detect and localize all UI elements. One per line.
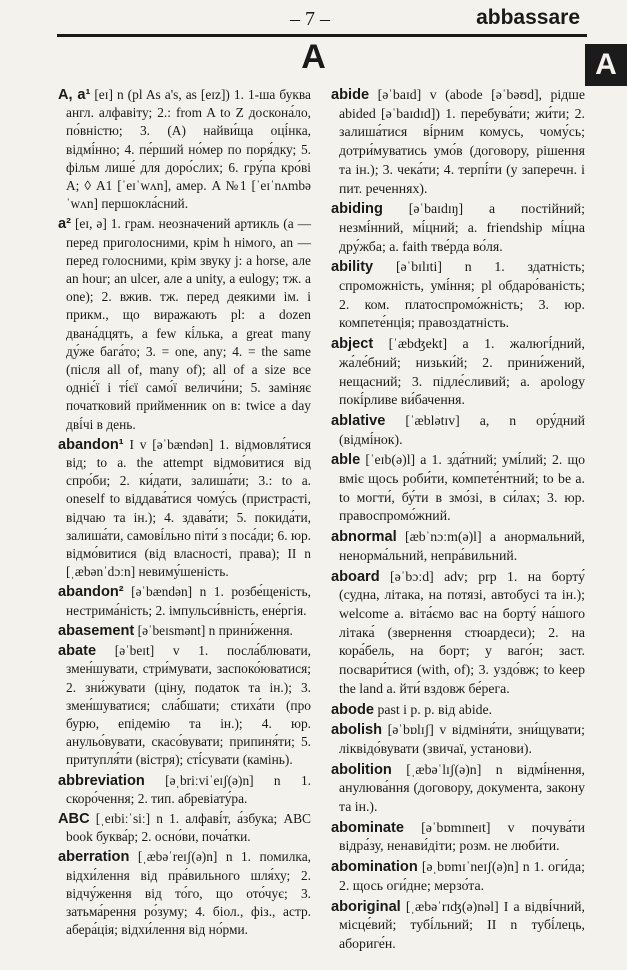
entry-definition: [əˈbeɪt] v 1. посла́блювати, змен́шувати, стри́мувати, заспоко́юватися; 2. зни́жувати (ціну, податок та ін.); 3. змен́шуватися; сла́бшати; стиха́ти (про бурю, епідемію та ін.); 4. юр. анульо́вувати, скасо́вувати; припиня́ти; 5. притупля́ти (вістря); сті́сувати (камінь). [66,643,311,768]
entry-headword: aberration [58,849,130,866]
entry-definition: [eɪ, ə] 1. грам. неозначений артикль (а — перед приголосними, крім h німого, an — перед голосними, крім звуку j: a horse, але an hour; an ulcer, але a unity, a eulogy; тж. a one); 2. вжив. тж. перед деякими ім. і прикм., що виражають pl: a dozen двана́дцять, a few кі́лька, a great many ду́же бага́то; 3. = one, any; 4. = the same (після all of, many of); all of a size все одніє́ї і ті́єї само́ї величи́ни; 5. заміняє початковий прийменник on в: twice a day дві́чі в день. [66,216,311,432]
section-letter: A [301,38,326,76]
dictionary-entry [58,583,311,619]
page-header [40,6,580,34]
entry-definition: [ˈæbʤekt] a 1. жалюгі́дний, жа́ле́бний; низьки́й; 2. прини́жений, нещасний; 3. підле́сливий; a. apology покі́рливе ви́бачення. [339,336,585,408]
dictionary-entry [331,528,585,565]
entry-headword: aboriginal [331,898,401,915]
entry-definition: [əˈbaɪdɪŋ] a постійний; незмі́нний, мі́цний; a. friendship мі́цна дру́жба; a. faith тве́рда во́ля. [339,201,586,254]
dictionary-entry [58,810,311,846]
entry-headword: ABC [58,810,90,827]
dictionary-entry [58,622,311,640]
dictionary-entry [331,568,585,699]
entry-definition: past і p. p. від abide. [377,701,493,717]
entry-headword: abominate [331,819,404,836]
entry-definition: [əˈbɔːd] adv; prp 1. на борту́ (судна, літака, на потязі, автобусі та ін.); welcome a. віта́ємо вас на борту́ на́шого літака́ (звернення стюардеси); 2. на кора́бель, на борт; у ваго́н; заст. посвари́тися (with, of); 3. уздо́вж; to keep the land a. йти́ вздовж бе́рега. [339,568,585,696]
entry-headword: abolition [331,761,392,778]
entry-definition: [ˌeɪbiːˈsiː] n 1. алфаві́т, а́збука; ABC book буква́р; 2. осно́ви, поча́тки. [66,810,311,845]
entry-definition: [əˌbɒmɪˈneɪʃ(ə)n] n 1. оги́да; 2. щось оги́дне; мерзо́та. [339,859,585,893]
dictionary-entry [331,721,585,758]
dictionary-entry [58,86,311,213]
dictionary-entry [331,200,585,256]
dictionary-entry [58,772,311,808]
entry-headword: abandon¹ [58,436,124,453]
entry-definition: [əˈbɒmɪneɪt] v почува́ти відра́зу, ненави́діти; розм. не люби́ти. [339,819,585,854]
entry-headword: abomination [331,859,418,876]
entry-headword: aboard [331,568,380,585]
entry-headword: abide [331,87,370,103]
right-column [331,86,585,956]
dictionary-entry [331,701,585,720]
entry-headword: abasement [58,622,135,639]
dictionary-entry [331,819,585,856]
dictionary-entry [331,412,585,449]
entry-definition: [əˌbriːviˈeɪʃ(ə)n] n 1. скоро́чення; 2. тип. абревіату́ра. [66,772,311,806]
dictionary-entry [58,642,311,769]
entry-headword: abolish [331,722,383,739]
dictionary-entry [331,335,585,410]
entry-headword: a² [58,216,71,233]
page-number: – 7 – [290,8,330,30]
entry-definition: [əˈbɒlɪʃ] v відміня́ти, зни́щувати; ліквідо́вувати (звичаї, установи). [339,722,585,756]
entry-headword: ablative [331,412,386,429]
entry-headword: able [331,452,361,469]
entry-definition: [ˈæblətɪv] a, n ору́дний (відмі́нок). [339,412,585,447]
entry-definition: [əˈbɪlɪti] n 1. здатність; спроможність, умі́ння; pl обдаро́ваність; 2. ком. платоспромо́жність; 3. юр. компете́нція; правоздатність. [339,259,586,331]
dictionary-entry [331,898,585,954]
entry-headword: abate [58,643,97,660]
entry-definition: I v [əˈbændən] 1. відмовля́тися від; to a. the attempt відмо́витися від спро́би; 2. ки́дати, залиша́ти; 3.: to a. oneself to віддава́тися чому́сь (пристрасті, відчаю та ін.); 4. здава́ти; 5. покида́ти, залиша́ти, самові́льно піти́ з поса́ди; 6. юр. відмо́витися (від власності, права); II n [ˌæbənˈdɔːn] невиму́шеність. [66,436,311,580]
entry-definition: [əˈbændən] n 1. розбе́щеність, нестрима́ність; 2. імпульси́вність, ене́ргія. [66,584,311,618]
dictionary-entry [331,86,585,198]
entry-definition: [eɪ] n (pl As a's, as [eɪz]) 1. 1-ша буква англ. алфавіту; 2.: from A to Z доскона́ло, по́вністю; 3. (A) найви́ща оці́нка, відмі́нно; 4. пе́рший но́мер по поря́дку; 5. фільм лише́ для доро́слих; 6. гру́па кро́ві А; ◊ A1 [ˈeɪˈwʌn], амер. A №1 [ˈeɪˈnʌmbəˈwʌn] першокла́сний. [66,87,311,212]
entry-definition: [ˌæbəˈrɪʤ(ə)nəl] I a відві́чний, місце́вий; тубі́льний; II n тубі́лець, абориге́н. [339,898,585,951]
entry-headword: abnormal [331,529,397,546]
dictionary-entry [331,761,585,817]
entry-definition: [əˈbeɪsmənt] n прини́ження. [137,622,293,638]
entry-definition: [ˈeɪb(ə)l] a 1. зда́тний; умі́лий; 2. що вміє щось роби́ти, компете́нтний; to be a. to могти́, бу́ти в змо́зі, в си́лах; 3. юр. правоспромо́жний. [339,452,586,524]
entry-definition: [əˈbaɪd] v (abode [əˈbəʊd], рідше abided [əˈbaɪdɪd]) 1. перебува́ти; жи́ти; 2. залиша́тися ві́рним комусь, чому́сь; дотри́муватись умо́в (договору, рішення та ін.); 3. чека́ти; 4. терпі́ти (у заперечн. і пит. реченнях). [339,87,585,196]
entry-definition: [ˌæbəˈreɪʃ(ə)n] n 1. помилка, відхи́лення від пра́вильного шля́ху; 2. відчу́ження від то́го, що ото́чує; 3. затьма́рення ро́зуму; 4. біол., фіз., астр. абера́ція; відхи́лення від но́рми. [66,849,311,938]
header-rule [57,34,587,37]
left-column [58,86,311,941]
entry-headword: abject [331,336,374,353]
thumb-index-tab: A [585,44,627,86]
dictionary-entry [58,436,311,582]
entry-headword: abandon² [58,584,124,601]
entry-headword: ability [331,259,374,276]
entry-headword: abbreviation [58,772,145,789]
entry-headword: A, a¹ [58,87,91,103]
entry-headword: abode [331,701,374,718]
entry-headword: abiding [331,201,383,218]
dictionary-entry [331,258,585,333]
dictionary-entry [58,848,311,939]
dictionary-entry [331,858,585,895]
entry-definition: [ˌæbəˈlɪʃ(ə)n] n відмі́нення, анулюва́ння (договору, документа, закону та ін.). [339,761,585,815]
entry-definition: [æbˈnɔːm(ə)l] a анормальний, ненорма́льний, непра́вильний. [339,529,585,563]
dictionary-entry [331,451,585,526]
dictionary-entry [58,215,311,433]
running-head: abbassare [476,6,580,29]
